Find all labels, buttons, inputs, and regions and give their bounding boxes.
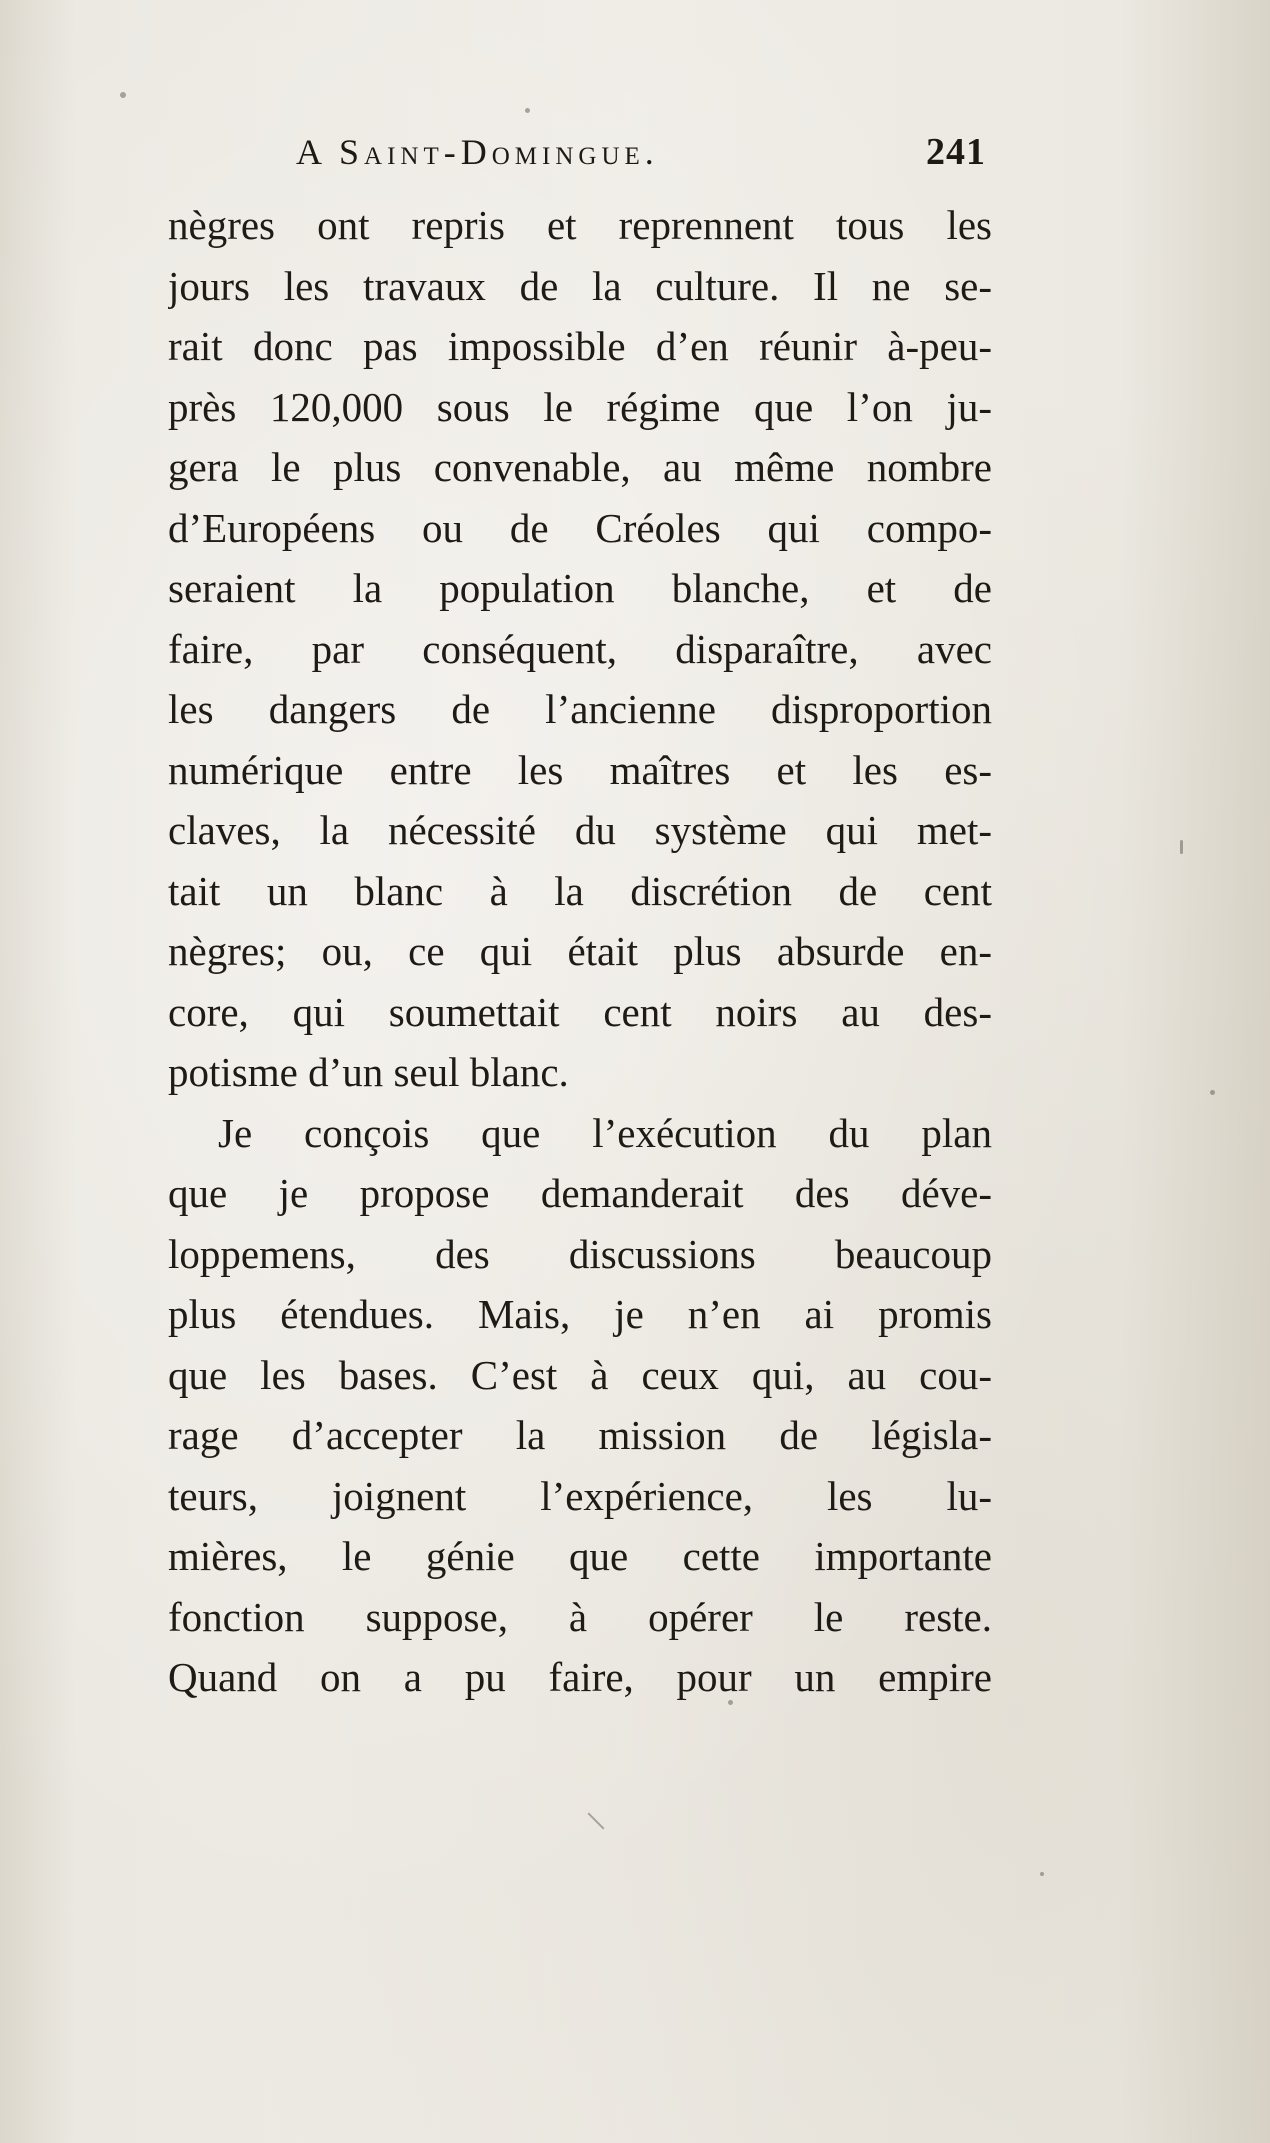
text-line: tait un blanc à la discrétion de cent — [168, 867, 992, 914]
text-line: numérique entre les maîtres et les es- — [168, 746, 992, 793]
paper-speck — [1180, 840, 1183, 854]
paper-speck — [1040, 1872, 1044, 1876]
text-line: nègres ont repris et reprennent tous les — [168, 202, 992, 248]
text-line: claves, la nécessité du système qui met- — [168, 807, 992, 853]
text-line: core, qui soumettait cent noirs au des- — [168, 988, 992, 1035]
text-line: rage d’accepter la mission de législa- — [168, 1412, 992, 1458]
text-line: faire, par conséquent, disparaître, avec — [168, 625, 992, 672]
text-line: Quand on a pu faire, pour un empire — [168, 1654, 992, 1700]
text-line: loppemens, des discussions beaucoup — [168, 1230, 992, 1277]
paper-speck — [525, 108, 530, 113]
text-line: fonction suppose, à opérer le reste. — [168, 1593, 992, 1640]
text-line: d’Européens ou de Créoles qui compo- — [168, 504, 992, 551]
text-line: gera le plus convenable, au même nombre — [168, 444, 992, 490]
text-line: rait donc pas impossible d’en réunir à-peu- — [168, 323, 992, 369]
body-text — [168, 195, 992, 1708]
text-line: nègres; ou, ce qui était plus absurde en- — [168, 928, 992, 974]
page-number: 241 — [926, 131, 986, 173]
paper-speck — [1210, 1090, 1215, 1095]
text-line: teurs, joignent l’expérience, les lu- — [168, 1472, 992, 1519]
running-title: A Saint-Domingue. — [296, 132, 659, 172]
paragraph-start-line: Je conçois que l’exécution du plan — [218, 1109, 992, 1156]
text-line: près 120,000 sous le régime que l’on ju- — [168, 383, 992, 430]
text-line: mières, le génie que cette importante — [168, 1533, 992, 1579]
paper-speck — [728, 1700, 733, 1705]
text-line: que les bases. C’est à ceux qui, au cou- — [168, 1351, 992, 1398]
text-line: les dangers de l’ancienne disproportion — [168, 686, 992, 732]
paragraph-end-line: potisme d’un seul blanc. — [168, 1049, 569, 1095]
text-line: que je propose demanderait des déve- — [168, 1170, 992, 1216]
text-line: plus étendues. Mais, je n’en ai promis — [168, 1291, 992, 1337]
paper-speck — [120, 92, 126, 98]
running-head — [296, 130, 986, 190]
stray-mark — [588, 1813, 605, 1830]
text-line: jours les travaux de la culture. Il ne se- — [168, 262, 992, 309]
text-line: seraient la population blanche, et de — [168, 565, 992, 611]
